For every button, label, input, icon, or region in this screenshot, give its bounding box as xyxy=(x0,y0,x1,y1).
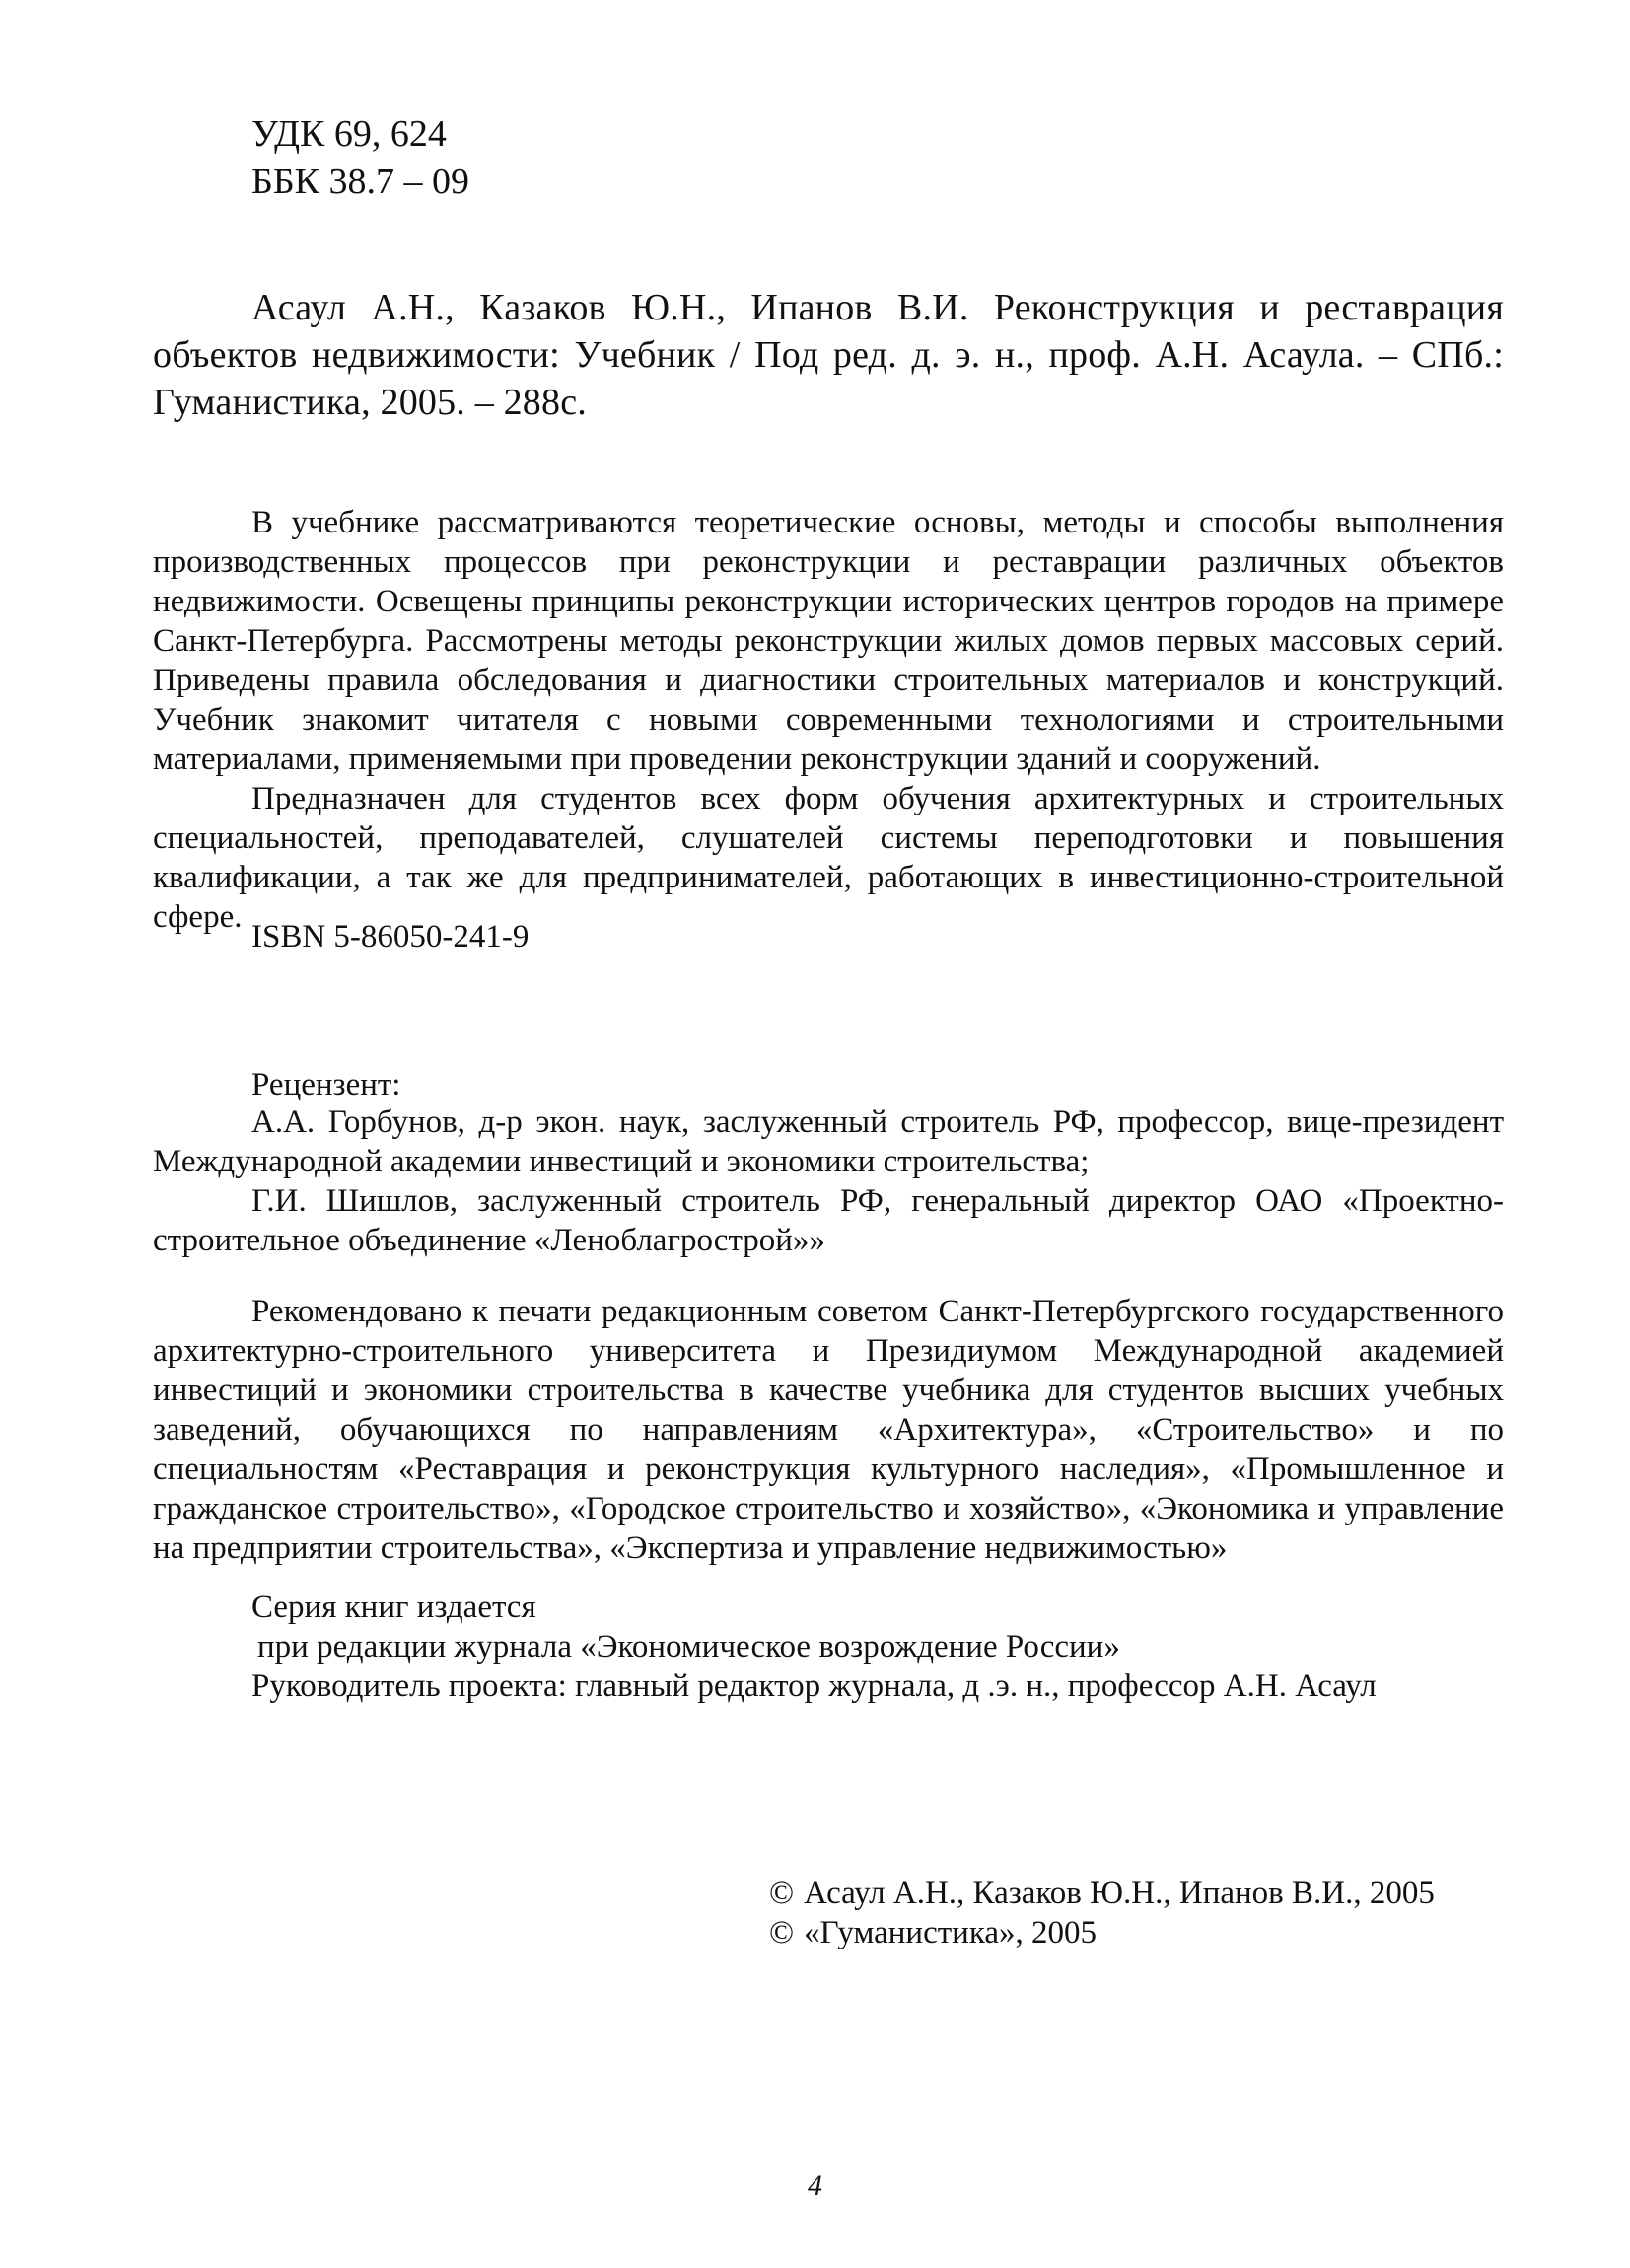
reviewer-item: Г.И. Шишлов, заслуженный строитель РФ, генеральный директор ОАО «Проектно-строительное объединение «Леноблагрострой»» xyxy=(153,1183,1504,1258)
series-line-1: Серия книг издается xyxy=(251,1590,536,1625)
copyright-icon: © xyxy=(769,1876,795,1911)
copyright-authors-text: Асаул А.Н., Казаков Ю.Н., Ипанов В.И., 2005 xyxy=(804,1876,1435,1911)
udk-code: УДК 69, 624 xyxy=(251,113,447,155)
copyright xyxy=(769,1874,1504,1952)
series-line-2: при редакции журнала «Экономическое возрождение России» xyxy=(257,1629,1120,1665)
reviewers-list xyxy=(153,1102,1504,1260)
abstract-paragraph-2: Предназначен для студентов всех форм обучения архитектурных и строительных специальностей, преподавателей, слушателей системы переподготовки и повышения квалификации, а так же для предпринимателей, работающих в инвестиционно-строительной сфере. xyxy=(153,781,1504,935)
reviewers-heading: Рецензент: xyxy=(251,1067,401,1102)
recommendation: Рекомендовано к печати редакционным советом Санкт-Петербургского государственного архитектурно-строительного университета и Президиумом Международной академией инвестиций и экономики строительства в качестве учебника для студентов высших учебных заведений, обучающихся по направлениям «Архитектура», «Строительство» и по специальностям «Реставрация и реконструкция культурного наследия», «Промышленное и гражданское строительство», «Городское строительство и хозяйство», «Экономика и управление на предприятии строительства», «Экспертиза и управление недвижимостью» xyxy=(153,1294,1504,1566)
abstract-paragraph-1: В учебнике рассматриваются теоретические основы, методы и способы выполнения производственных процессов при реконструкции и реставрации различных объектов недвижимости. Освещены принципы реконструкции исторических центров городов на примере Санкт-Петербурга. Рассмотрены методы реконструкции жилых домов первых массовых серий. Приведены правила обследования и диагностики строительных материалов и конструкций. Учебник знакомит читателя с новыми современными технологиями и строительными материалами, применяемыми при проведении реконструкции зданий и сооружений. xyxy=(153,505,1504,777)
copyright-publisher xyxy=(769,1913,1504,1952)
copyright-authors xyxy=(769,1874,1504,1913)
bibliographic-citation: Асаул А.Н., Казаков Ю.Н., Ипанов В.И. Реконструкция и реставрация объектов недвижимости: Учебник / Под ред. д. э. н., проф. А.Н. Асаула. – СПб.: Гуманистика, 2005. – 288с. xyxy=(153,287,1504,423)
reviewer-item: А.А. Горбунов, д-р экон. наук, заслуженный строитель РФ, профессор, вице-президент Международной академии инвестиций и экономики строительства; xyxy=(153,1104,1504,1179)
series-info xyxy=(251,1588,1504,1706)
bbk-code: ББК 38.7 – 09 xyxy=(251,161,469,202)
series-line-3: Руководитель проекта: главный редактор журнала, д .э. н., профессор А.Н. Асаул xyxy=(251,1668,1377,1704)
page-number: 4 xyxy=(808,2169,822,2202)
classification-codes xyxy=(251,110,843,205)
copyright-publisher-text: «Гуманистика», 2005 xyxy=(804,1915,1097,1950)
isbn: ISBN 5-86050-241-9 xyxy=(251,919,530,955)
copyright-icon: © xyxy=(769,1915,795,1950)
abstract xyxy=(153,503,1504,937)
